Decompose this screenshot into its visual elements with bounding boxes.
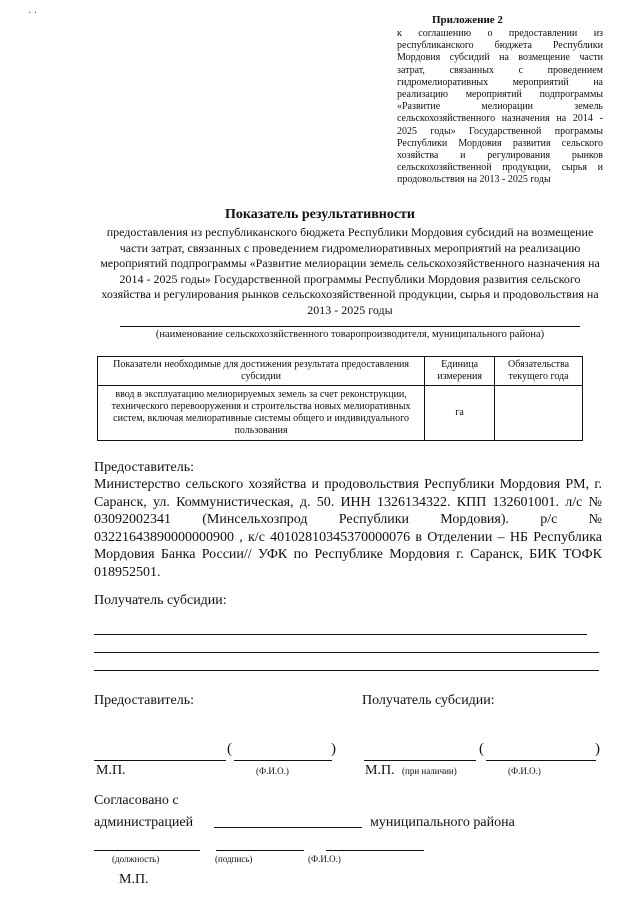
recipient-fio-line[interactable] [486, 760, 596, 761]
signature-caption: (подпись) [215, 854, 253, 864]
indicator-table [97, 356, 583, 441]
signature-provider-label: Предоставитель: [94, 693, 195, 708]
appendix-title: Приложение 2 [432, 14, 503, 26]
cell-indicator: ввод в эксплуатацию мелиорируемых земель за счет реконструкции, технического перевооружения и строительства новых мелиоративных систем, включая мелиоративные системы общего и индивидуального пользования [98, 386, 425, 441]
fio-line[interactable] [326, 850, 424, 851]
cell-unit: га [425, 386, 495, 441]
agreed-stamp-mp: М.П. [119, 872, 149, 887]
header-obligation: Обязательства текущего года [495, 357, 583, 386]
recipient-line-3[interactable] [94, 670, 599, 671]
recipient-line-2[interactable] [94, 652, 599, 653]
table-row [98, 386, 583, 441]
position-line[interactable] [94, 850, 200, 851]
agreed-label-line1: Согласовано с [94, 793, 179, 808]
appendix-text: к соглашению о предоставлении из республиканского бюджета Республики Мордовия субсидий на возмещение части затрат, связанных с проведением гидромелиоративных мероприятий на реализацию мероприятий подпрограммы «Развитие мелиорации земель сельскохозяйственного назначения на 2014 - 2025 годы» Государственной программы Республики Мордовия развития сельского хозяйства и регулирования рынков сельскохозяйственной продукции, сырья и продовольствия на 2013 - 2025 годы [397, 28, 603, 186]
provider-details: Министерство сельского хозяйства и продовольствия Республики Мордовия РМ, г. Саранск, ул. Коммунистическая, д. 50. ИНН 1326134322. КПП 132601001. л/с № 03092002341 (Минсельхозпрод Республики Мордовия). р/с № 03221643890000000900 , к/с 40102810345370000076 в Отделении – НБ Республика Мордовия Банка России// УФК по Республике Мордовия г. Саранск, БИК ТОФК 018952501. [94, 477, 602, 580]
provider-stamp-mp: М.П. [96, 763, 126, 778]
recipient-stamp-mp: М.П. [365, 763, 395, 778]
table-header-row [98, 357, 583, 386]
signature-recipient-label: Получатель субсидии: [362, 693, 495, 708]
administration-line[interactable] [214, 827, 362, 828]
page-title: Показатель результативности [225, 207, 415, 222]
recipient-label: Получатель субсидии: [94, 593, 227, 608]
recipient-if-any-caption: (при наличии) [402, 766, 457, 776]
position-caption: (должность) [112, 854, 160, 864]
provider-fio-paren-close: ) [331, 741, 336, 757]
recipient-fio-paren-close: ) [595, 741, 600, 757]
provider-fio-caption: (Ф.И.О.) [256, 766, 289, 776]
fio-caption: (Ф.И.О.) [308, 854, 341, 864]
recipient-fio-paren-open: ( [479, 741, 484, 757]
provider-signature-line[interactable] [94, 760, 226, 761]
provider-fio-paren-open: ( [227, 741, 232, 757]
recipient-line-1[interactable] [94, 634, 587, 635]
agreed-label-line2: администрацией [94, 815, 194, 830]
provider-fio-line[interactable] [234, 760, 332, 761]
subtitle: предоставления из республиканского бюджета Республики Мордовия субсидий на возмещение части затрат, связанных с проведением гидромелиоративных мероприятий на реализацию мероприятий подпрограммы «Развитие мелиорации земель сельскохозяйственного назначения на 2014 - 2025 годы» Государственной программы Республики Мордовия развития сельского хозяйства и регулирования рынков сельскохозяйственной продукции, сырья и продовольствия на 2013 - 2025 годы [100, 225, 600, 317]
header-unit: Единица измерения [425, 357, 495, 386]
producer-name-caption: (наименование сельскохозяйственного товаропроизводителя, муниципального района) [155, 329, 545, 340]
provider-label: Предоставитель: [94, 460, 195, 475]
cell-obligation[interactable] [495, 386, 583, 441]
recipient-fio-caption: (Ф.И.О.) [508, 766, 541, 776]
producer-name-line [120, 326, 580, 327]
signature-line[interactable] [216, 850, 304, 851]
agreed-district: муниципального района [370, 815, 515, 830]
header-indicator: Показатели необходимые для достижения результата предоставления субсидии [98, 357, 425, 386]
recipient-signature-line[interactable] [364, 760, 476, 761]
corner-marks: · · [28, 8, 38, 19]
